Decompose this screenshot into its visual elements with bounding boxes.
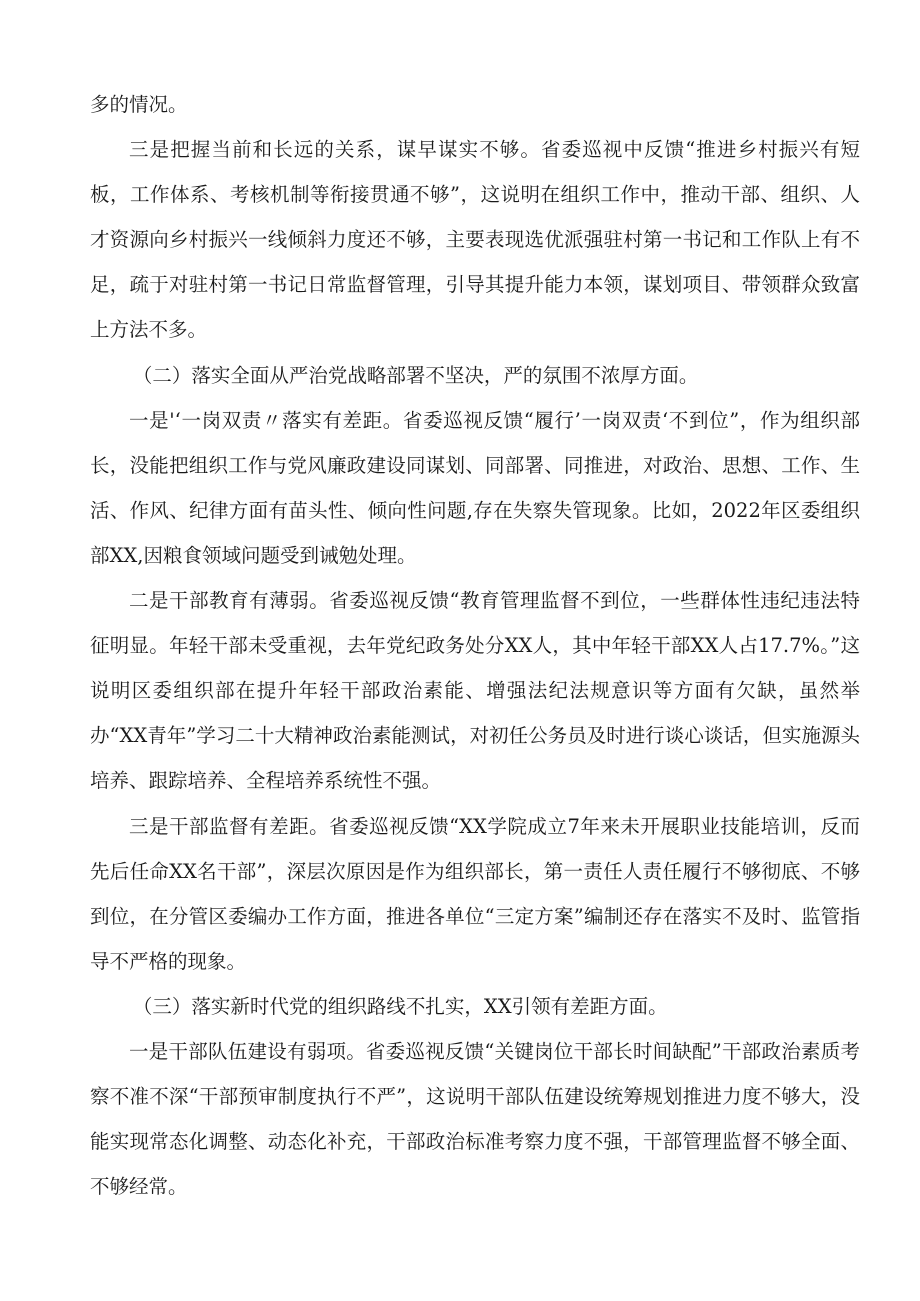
paragraph-body: 二是干部教育有薄弱。省委巡视反馈“教育管理监督不到位，一些群体性违纪违法特征明显。年轻干部未受重视，去年党纪政务处分XX人，其中年轻干部XX人占17.7%。”这说明区委组织部在提升年轻干部政治素能、增强法纪法规意识等方面有欠缺，虽然举办“XX青年”学习二十大精神政治素能测试，对初任公务员及时进行谈心谈话，但实施源头培养、跟踪培养、全程培养系统性不强。 [90,589,860,793]
paragraph-body: 一是'‘一岗双责〃落实有差距。省委巡视反馈“履行’一岗双责‘不到位”，作为组织部长，没能把组织工作与党风廉政建设同谋划、同部署、同推进，对政治、思想、工作、生活、作风、纪律方面有苗头性、倾向性问题,存在失察失管现象。比如，2022年区委组织部XX,因粮食领域问题受到诫勉处理。 [90,408,860,567]
document-page [90,82,860,1209]
paragraph-body: 一是干部队伍建设有弱项。省委巡视反馈“关键岗位干部长时间缺配”干部政治素质考察不准不深“干部预审制度执行不严”，这说明干部队伍建设统筹规划推进力度不够大，没能实现常态化调整、动态化补充，干部政治标准考察力度不强，干部管理监督不够全面、不够经常。 [90,1039,860,1199]
section-heading: （三）落实新时代党的组织路线不扎实，XX引领有差距方面。 [132,994,668,1018]
paragraph-body: 三是把握当前和长远的关系，谋早谋实不够。省委巡视中反馈“推进乡村振兴有短板，工作体系、考核机制等衔接贯通不够”，这说明在组织工作中，推动干部、组织、人才资源向乡村振兴一线倾斜力度还不够，主要表现选优派强驻村第一书记和工作队上有不足，疏于对驻村第一书记日常监督管理，引导其提升能力本领，谋划项目、带领群众致富上方法不多。 [90,138,860,342]
paragraph-continuation: 多的情况。 [90,93,188,116]
paragraph-body: 三是干部监督有差距。省委巡视反馈“XX学院成立7年来未开展职业技能培训，反而先后任命XX名干部”，深层次原因是作为组织部长，第一责任人责任履行不够彻底、不够到位，在分管区委编办工作方面，推进各单位“三定方案”编制还存在落实不及时、监管指导不严格的现象。 [90,814,860,973]
section-heading: （二）落实全面从严治党战略部署不坚决，严的氛围不浓厚方面。 [132,363,699,387]
